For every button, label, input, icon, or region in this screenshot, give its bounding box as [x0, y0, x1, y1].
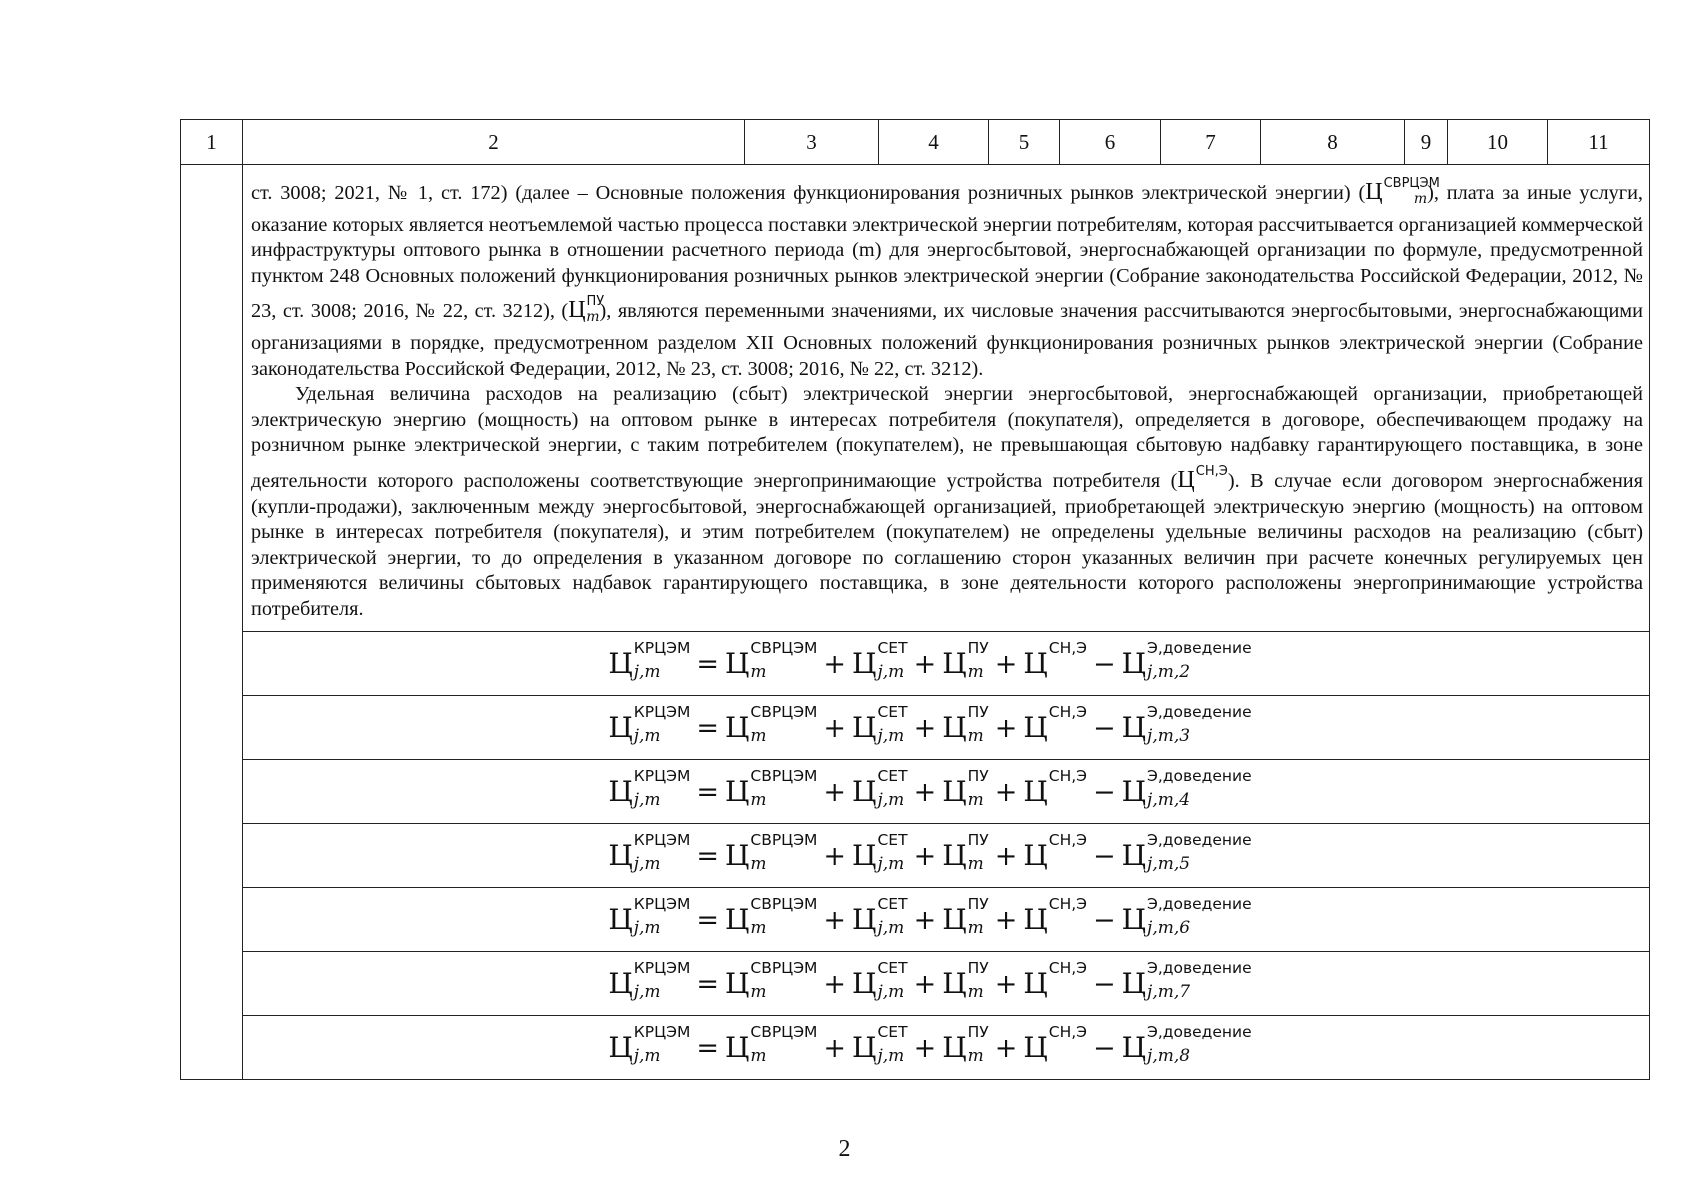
text-row	[181, 165, 1650, 632]
column-header: 1	[181, 120, 243, 165]
price-formula: Ц КРЦЭМ j,m = Ц СВРЦЭМ m + Ц СЕТ j,m + Ц ПУ m + Ц СН,Э − Ц Э,доведение j,m,8	[608, 1022, 1252, 1067]
price-formula: Ц КРЦЭМ j,m = Ц СВРЦЭМ m + Ц СЕТ j,m + Ц ПУ m + Ц СН,Э − Ц Э,доведение j,m,6	[608, 894, 1252, 939]
formula-term: Ц СВРЦЭМ m	[724, 958, 818, 1003]
formula-term: Ц СН,Э	[1023, 830, 1087, 872]
formula-term: Ц СН,Э	[1023, 638, 1087, 680]
formula-term: Ц Э,доведение j,m,2	[1121, 638, 1252, 683]
price-symbol: $Ц^{ПУ}_m$	[568, 294, 605, 326]
price-formula: Ц КРЦЭМ j,m = Ц СВРЦЭМ m + Ц СЕТ j,m + Ц ПУ m + Ц СН,Э − Ц Э,доведение j,m,4	[608, 766, 1252, 811]
column-header: 11	[1548, 120, 1650, 165]
formula-term: Ц КРЦЭМ j,m	[608, 894, 691, 939]
formula-term: Ц ПУ m	[942, 958, 989, 1003]
column-header: 6	[1060, 120, 1161, 165]
price-symbol: $Ц^{СВРЦЭМ}_m$	[1365, 176, 1440, 207]
formula-row	[181, 887, 1650, 951]
formula-term: Ц СВРЦЭМ m	[724, 830, 818, 875]
formula-term: Ц Э,доведение j,m,3	[1121, 702, 1252, 747]
column-header: 5	[989, 120, 1060, 165]
formula-term: Ц СВРЦЭМ m	[724, 894, 818, 939]
row-number-cell	[181, 165, 243, 1080]
formula-term: Ц СВРЦЭМ m	[724, 1022, 818, 1067]
column-header: 2	[243, 120, 745, 165]
formula-term: Ц СЕТ j,m	[852, 766, 908, 811]
formula-term: Ц СН,Э	[1023, 766, 1087, 808]
formula-term: Ц СВРЦЭМ m	[724, 766, 818, 811]
price-formula: Ц КРЦЭМ j,m = Ц СВРЦЭМ m + Ц СЕТ j,m + Ц ПУ m + Ц СН,Э − Ц Э,доведение j,m,7	[608, 958, 1252, 1003]
formula-term: Ц ПУ m	[942, 766, 989, 811]
price-formula: Ц КРЦЭМ j,m = Ц СВРЦЭМ m + Ц СЕТ j,m + Ц ПУ m + Ц СН,Э − Ц Э,доведение j,m,3	[608, 702, 1252, 747]
column-header: 8	[1261, 120, 1405, 165]
formula-row	[181, 823, 1650, 887]
column-header: 9	[1405, 120, 1448, 165]
formula-term: Ц СН,Э	[1023, 702, 1087, 744]
column-header: 4	[879, 120, 989, 165]
formula-term: Ц Э,доведение j,m,6	[1121, 894, 1252, 939]
formula-cell	[243, 631, 1650, 695]
formula-term: Ц КРЦЭМ j,m	[608, 1022, 691, 1067]
document-table	[180, 119, 1650, 1080]
formula-cell	[243, 951, 1650, 1015]
formula-term: Ц КРЦЭМ j,m	[608, 958, 691, 1003]
formula-term: Ц СВРЦЭМ m	[724, 638, 818, 683]
formula-term: Ц СЕТ j,m	[852, 702, 908, 747]
formula-term: Ц Э,доведение j,m,4	[1121, 766, 1252, 811]
paragraph-2: Удельная величина расходов на реализацию (сбыт) электрической энергии энергосбытовой, энергоснабжающей организации, приобретающей электрическую энергию (мощность) на оптовом рынке в интересах потребителя (покупателя), определяется в договоре, обеспечивающем продажу на розничном рынке электрической энергии, с таким потребителем (покупателем), не превышающая сбытовую надбавку гарантирующего поставщика, в зоне деятельности которого расположены соответствующие энергопринимающие устройства потребителя $(Ц^{СН,Э})$. В случае если договором энергоснабжения (купли-продажи), заключенным между энергосбытовой, энергоснабжающей организацией, приобретающей электрическую энергию (мощность) на оптовом рынке в интересах потребителя (покупателя), и этим потребителем (покупателем) не определены удельные величины расходов на реализацию (сбыт) электрической энергии, то до определения в указанном договоре по соглашению сторон указанных величин при расчете конечных регулируемых цен применяются величины сбытовых надбавок гарантирующего поставщика, в зоне деятельности которого расположены энергопринимающие устройства потребителя.	[251, 383, 1643, 620]
formula-term: Ц СН,Э	[1023, 894, 1087, 936]
formula-term: Ц КРЦЭМ j,m	[608, 702, 691, 747]
formula-term: Ц СВРЦЭМ m	[724, 702, 818, 747]
formula-cell	[243, 759, 1650, 823]
formula-cell	[243, 695, 1650, 759]
formula-term: Ц СН,Э	[1023, 958, 1087, 1000]
column-header: 7	[1161, 120, 1261, 165]
text-cell	[243, 165, 1650, 632]
formula-term: Ц Э,доведение j,m,7	[1121, 958, 1252, 1003]
formula-term: Ц СЕТ j,m	[852, 830, 908, 875]
formula-cell	[243, 823, 1650, 887]
formula-row	[181, 951, 1650, 1015]
formula-term: Ц СЕТ j,m	[852, 894, 908, 939]
header-row	[181, 120, 1650, 165]
formula-term: Ц Э,доведение j,m,5	[1121, 830, 1252, 875]
price-formula: Ц КРЦЭМ j,m = Ц СВРЦЭМ m + Ц СЕТ j,m + Ц ПУ m + Ц СН,Э − Ц Э,доведение j,m,5	[608, 830, 1252, 875]
formula-term: Ц СЕТ j,m	[852, 638, 908, 683]
formula-term: Ц Э,доведение j,m,8	[1121, 1022, 1252, 1067]
formula-term: Ц СН,Э	[1023, 1022, 1087, 1064]
price-formula: Ц КРЦЭМ j,m = Ц СВРЦЭМ m + Ц СЕТ j,m + Ц ПУ m + Ц СН,Э − Ц Э,доведение j,m,2	[608, 638, 1252, 683]
paragraph-1: ст. 3008; 2021, № 1, ст. 172) (далее – Основные положения функционирования розничных рынков электрической энергии) $(Ц^{СВРЦЭМ}_m)$, плата за иные услуги, оказание которых является неотъемлемой частью процесса поставки электрической энергии потребителям, которая рассчитывается организацией коммерческой инфраструктуры оптового рынка в отношении расчетного периода (m) для энергосбытовой, энергоснабжающей организации по формуле, предусмотренной пунктом 248 Основных положений функционирования розничных рынков электрической энергии (Собрание законодательства Российской Федерации, 2012, № 23, ст. 3008; 2016, № 22, ст. 3212), $(Ц^{ПУ}_m)$, являются переменными значениями, их числовые значения рассчитываются энергосбытовыми, энергоснабжающими организациями в порядке, предусмотренном разделом XII Основных положений функционирования розничных рынков электрической энергии (Собрание законодательства Российской Федерации, 2012, № 23, ст. 3008; 2016, № 22, ст. 3212).	[251, 176, 1643, 380]
column-header: 3	[745, 120, 879, 165]
formula-term: Ц ПУ m	[942, 894, 989, 939]
formula-term: Ц КРЦЭМ j,m	[608, 638, 691, 683]
formula-cell	[243, 1015, 1650, 1079]
column-header: 10	[1448, 120, 1548, 165]
formula-term: Ц ПУ m	[942, 702, 989, 747]
formula-row	[181, 631, 1650, 695]
formula-row	[181, 1015, 1650, 1079]
formula-term: Ц ПУ m	[942, 830, 989, 875]
page-number: 2	[838, 1136, 851, 1162]
formula-cell	[243, 887, 1650, 951]
formula-term: Ц КРЦЭМ j,m	[608, 830, 691, 875]
formula-row	[181, 695, 1650, 759]
price-symbol: $Ц^{СН,Э}$	[1177, 463, 1228, 493]
formula-row	[181, 759, 1650, 823]
formula-term: Ц СЕТ j,m	[852, 958, 908, 1003]
formula-term: Ц СЕТ j,m	[852, 1022, 908, 1067]
formula-term: Ц ПУ m	[942, 1022, 989, 1067]
formula-term: Ц КРЦЭМ j,m	[608, 766, 691, 811]
formula-term: Ц ПУ m	[942, 638, 989, 683]
